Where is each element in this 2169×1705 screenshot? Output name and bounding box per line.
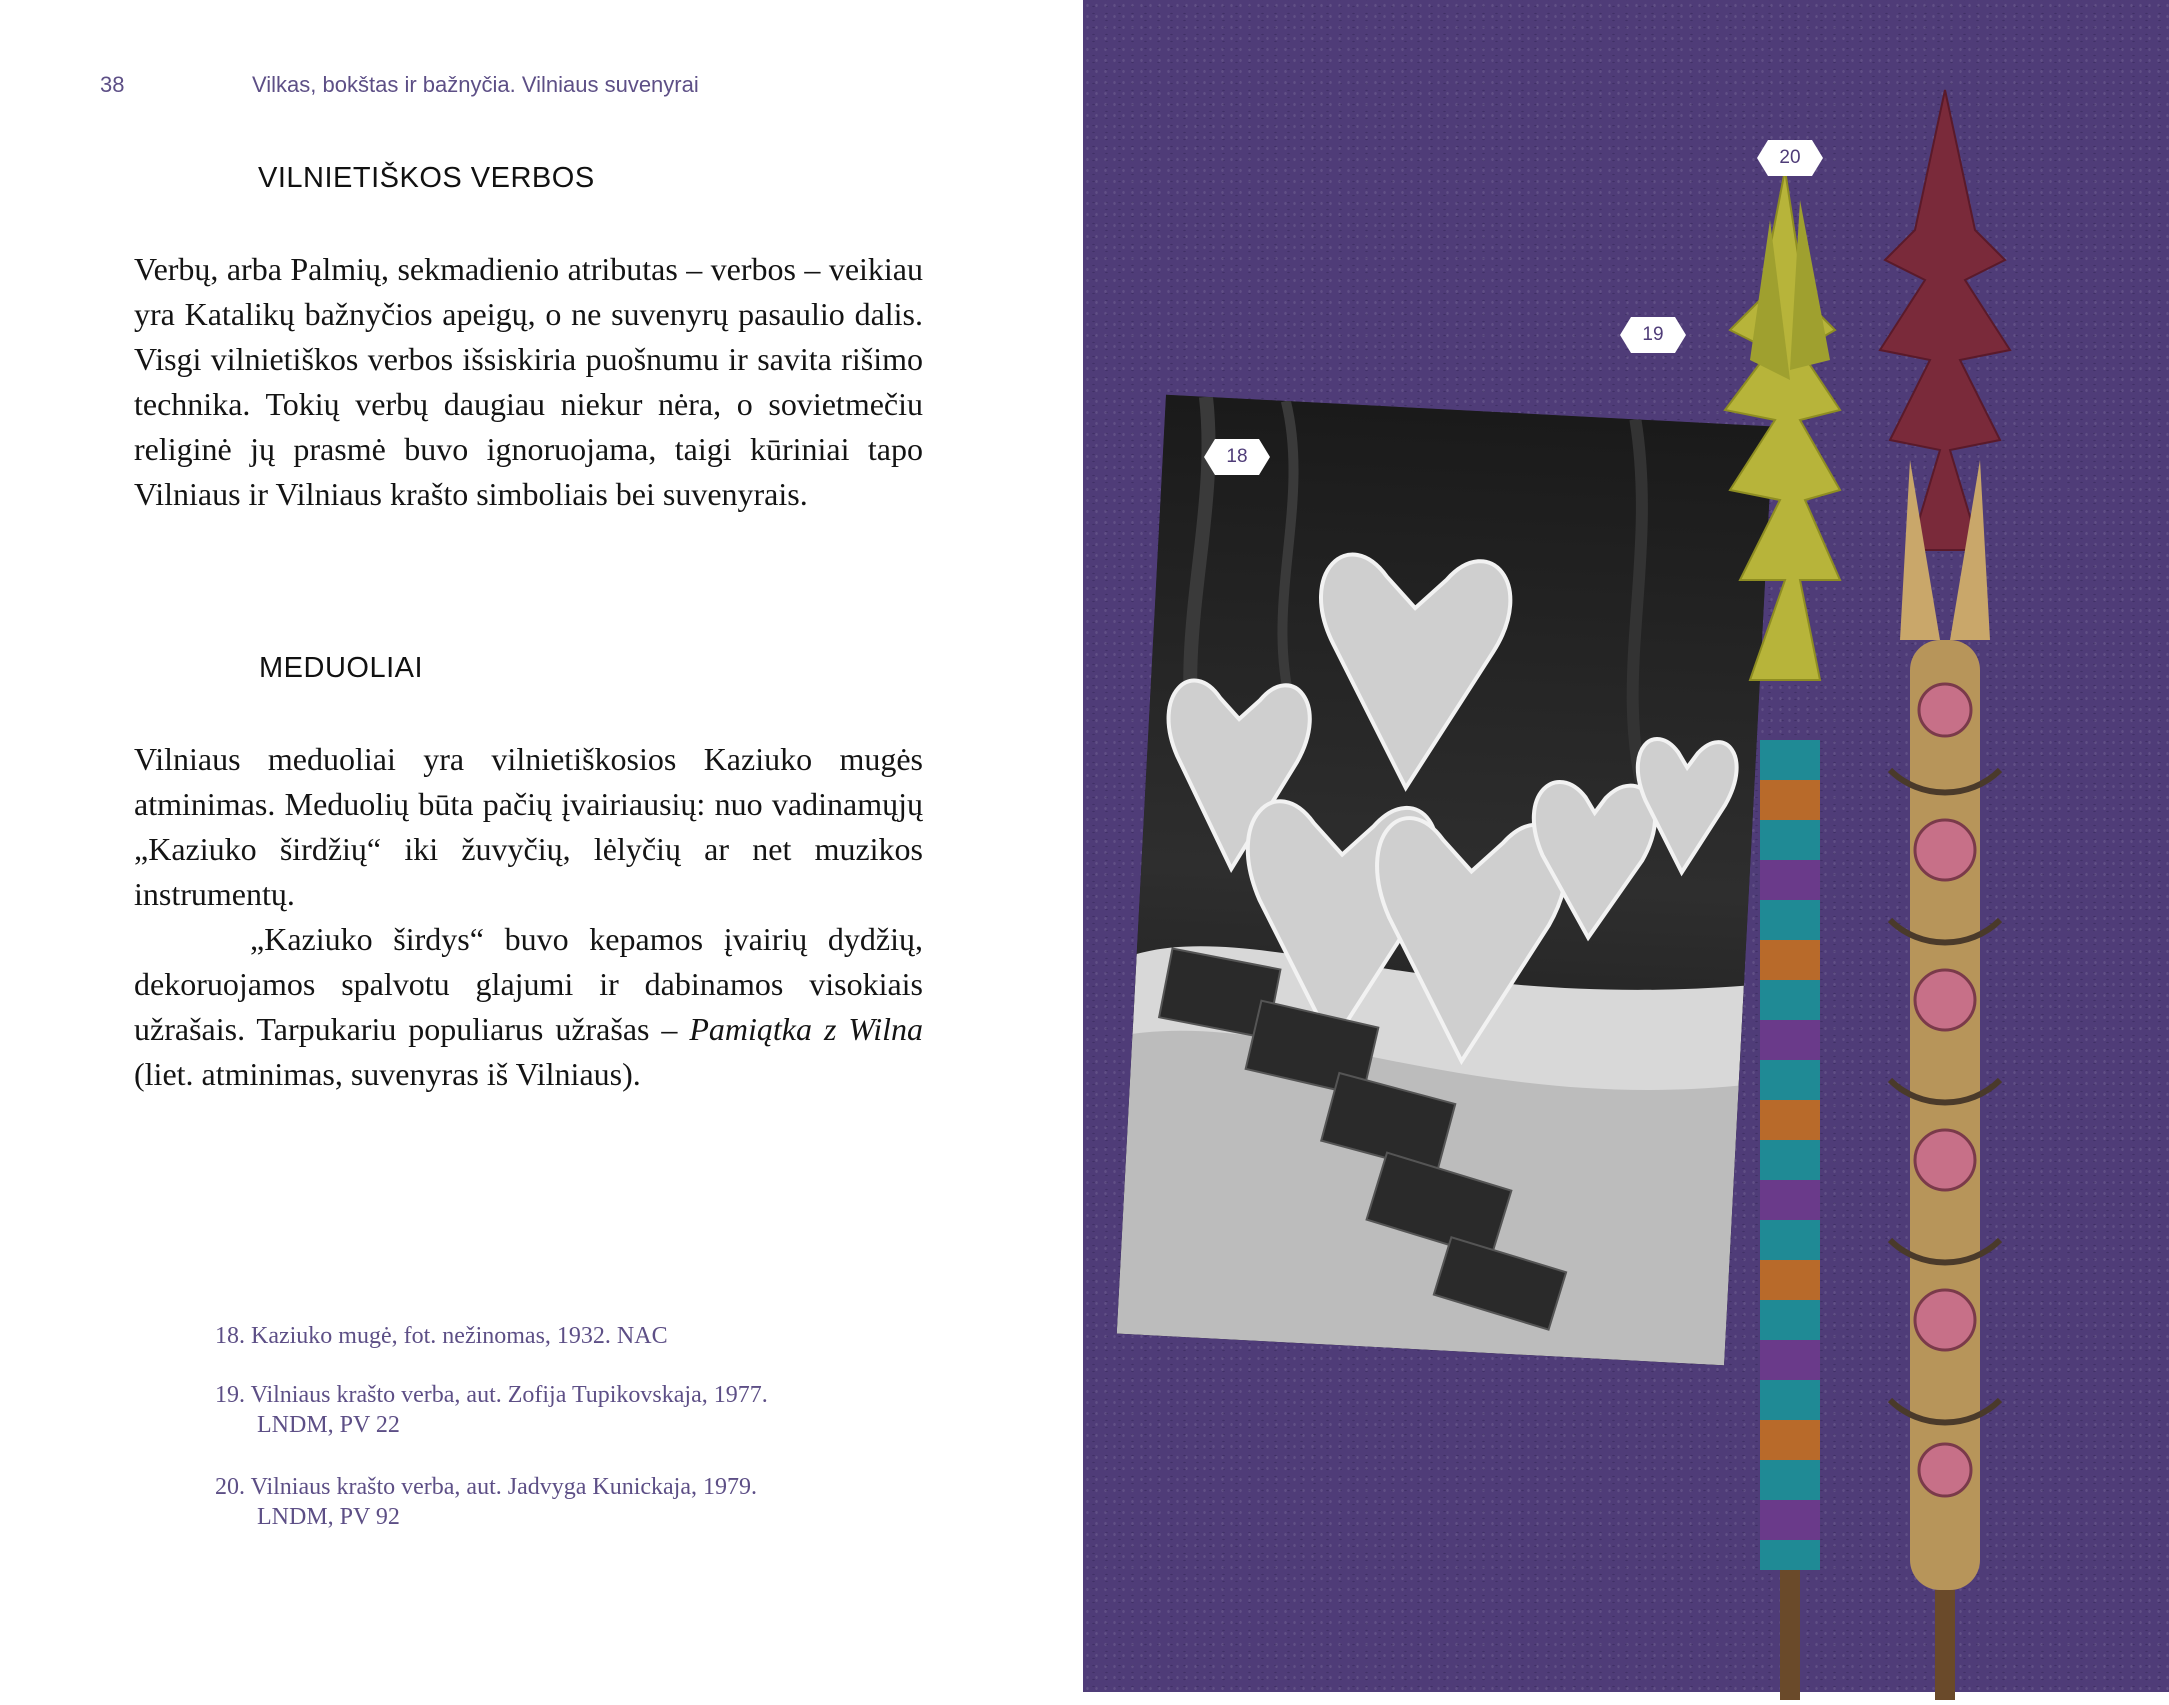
caption-number: 20.: [215, 1474, 245, 1500]
paragraph-meduoliai-1: Vilniaus meduoliai yra vilnietiškosios Kaziuko mugės atminimas. Meduolių būta pačių įvairiausių: nuo vadinamųjų „Kaziuko širdžių“ iki žuvyčių, lėlyčių ar net muzikos instrumentų.: [134, 741, 923, 912]
caption-text: LNDM, PV 92: [257, 1504, 400, 1530]
paragraph-text: (liet. atminimas, suvenyras iš Vilniaus).: [134, 1056, 641, 1092]
caption-18: [215, 1321, 855, 1351]
caption-text: Kaziuko mugė, fot. nežinomas, 1932. NAC: [251, 1323, 668, 1349]
section-heading-meduoliai: MEDUOLIAI: [259, 652, 424, 684]
caption-text: LNDM, PV 22: [257, 1412, 400, 1438]
italic-inscription: Pamiątka z Wilna: [689, 1011, 923, 1047]
figure-badge-18: [1203, 438, 1271, 476]
caption-number: 19.: [215, 1382, 245, 1408]
left-page: [0, 0, 1083, 1692]
gingerbread-illustration: [1117, 395, 1773, 1366]
page-number: 38: [100, 72, 125, 97]
caption-text: Vilniaus krašto verba, aut. Jadvyga Kunickaja, 1979.: [250, 1474, 758, 1500]
caption-text: Vilniaus krašto verba, aut. Zofija Tupikovskaja, 1977.: [250, 1382, 768, 1408]
badge-number: 18: [1226, 446, 1248, 467]
running-title: Vilkas, bokštas ir bažnyčia. Vilniaus suvenyrai: [252, 72, 699, 97]
section-heading-verbos: VILNIETIŠKOS VERBOS: [258, 162, 595, 194]
paragraph-text: „Kaziuko širdys“ buvo kepamos įvairių dydžių, dekoruojamos spalvotu glajumi ir dabinamos visokiais užrašais. Tarpukariu populiarus užrašas –: [134, 921, 923, 1047]
paragraph-verbos: Verbų, arba Palmių, sekmadienio atributas – verbos – veikiau yra Katalikų bažnyčios apeigų, o ne suvenyrų pasaulio dalis. Visgi vilnietiškos verbos išsiskiria puošnumu ir savita rišimo technika. Tokių verbų daugiau niekur nėra, o sovietmečiu religinė jų prasmė buvo ignoruojama, taigi kūriniai tapo Vilniaus ir Vilniaus krašto simboliais bei suvenyrais.: [134, 251, 923, 512]
figure-badge-19: [1619, 316, 1687, 354]
figure-badge-20: [1756, 139, 1824, 177]
badge-number: 20: [1779, 147, 1801, 168]
caption-20: [215, 1472, 855, 1532]
caption-19: [215, 1380, 855, 1440]
caption-number: 18.: [215, 1323, 245, 1349]
gingerbread-photo: [1117, 395, 1773, 1366]
badge-number: 19: [1642, 324, 1664, 345]
verba-20-shape: [1830, 80, 2060, 1700]
paragraph-meduoliai-2: [134, 917, 923, 1097]
verba-20-illustration: [1830, 80, 2060, 1700]
